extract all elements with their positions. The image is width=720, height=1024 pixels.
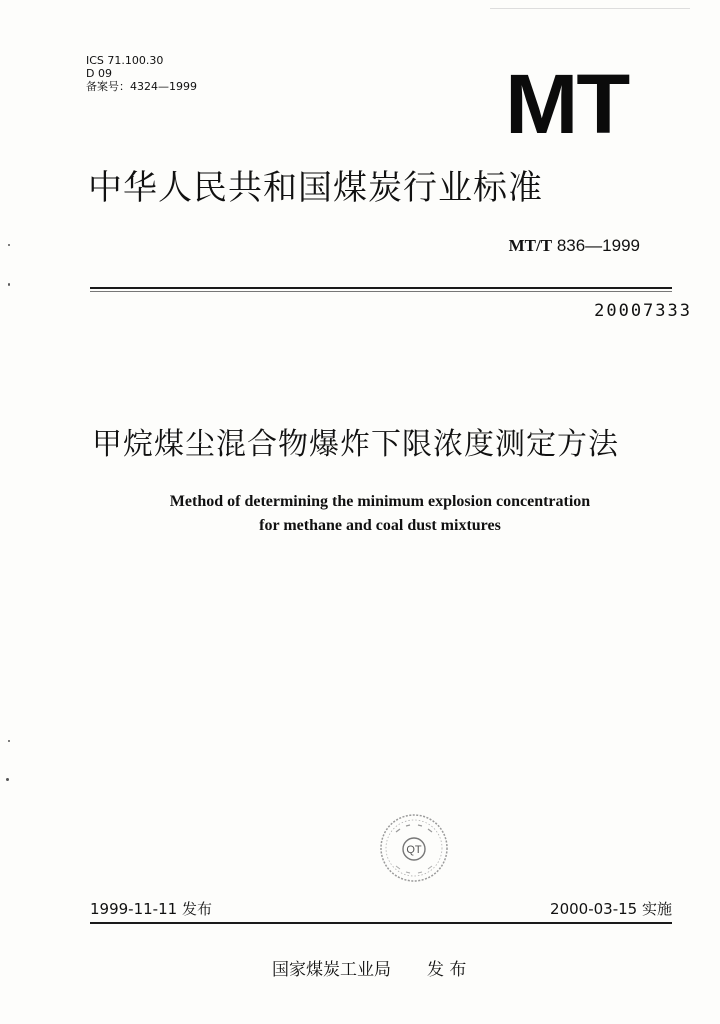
- title-english-line2: for methane and coal dust mixtures: [259, 517, 501, 534]
- issuer-action: 发 布: [427, 960, 467, 980]
- scan-speck: [8, 244, 10, 246]
- mt-logo: MT: [505, 57, 629, 151]
- scan-speck: [6, 778, 9, 781]
- filing-number: 备案号：4324—1999: [86, 80, 197, 93]
- title-chinese: 甲烷煤尘混合物爆炸下限浓度测定方法: [92, 427, 619, 462]
- issuer-line: [272, 958, 466, 982]
- standard-prefix: MT/T: [508, 236, 553, 255]
- standard-number: [509, 236, 640, 256]
- ccs-code: D 09: [86, 67, 112, 80]
- scan-speck: [8, 740, 10, 742]
- scan-speck: [8, 283, 10, 286]
- standard-code: 836—1999: [556, 236, 640, 255]
- title-english-line1: Method of determining the minimum explosion concentration: [169, 493, 591, 510]
- organization-title: 中华人民共和国煤炭行业标准: [88, 168, 543, 208]
- issuer-name: 国家煤炭工业局: [272, 960, 391, 980]
- header-rule: [90, 287, 672, 289]
- seal-stamp-icon: [378, 812, 450, 884]
- ics-code: ICS 71.100.30: [86, 54, 164, 67]
- scan-artifact-line: [490, 8, 690, 9]
- seal-center-text: QT: [406, 844, 422, 856]
- stamp-number: 20007333: [594, 301, 692, 321]
- issue-date: 1999-11-11 发布: [90, 900, 212, 918]
- implementation-date: 2000-03-15 实施: [550, 900, 672, 918]
- footer-rule: [90, 922, 672, 924]
- header-rule-thin: [90, 291, 672, 292]
